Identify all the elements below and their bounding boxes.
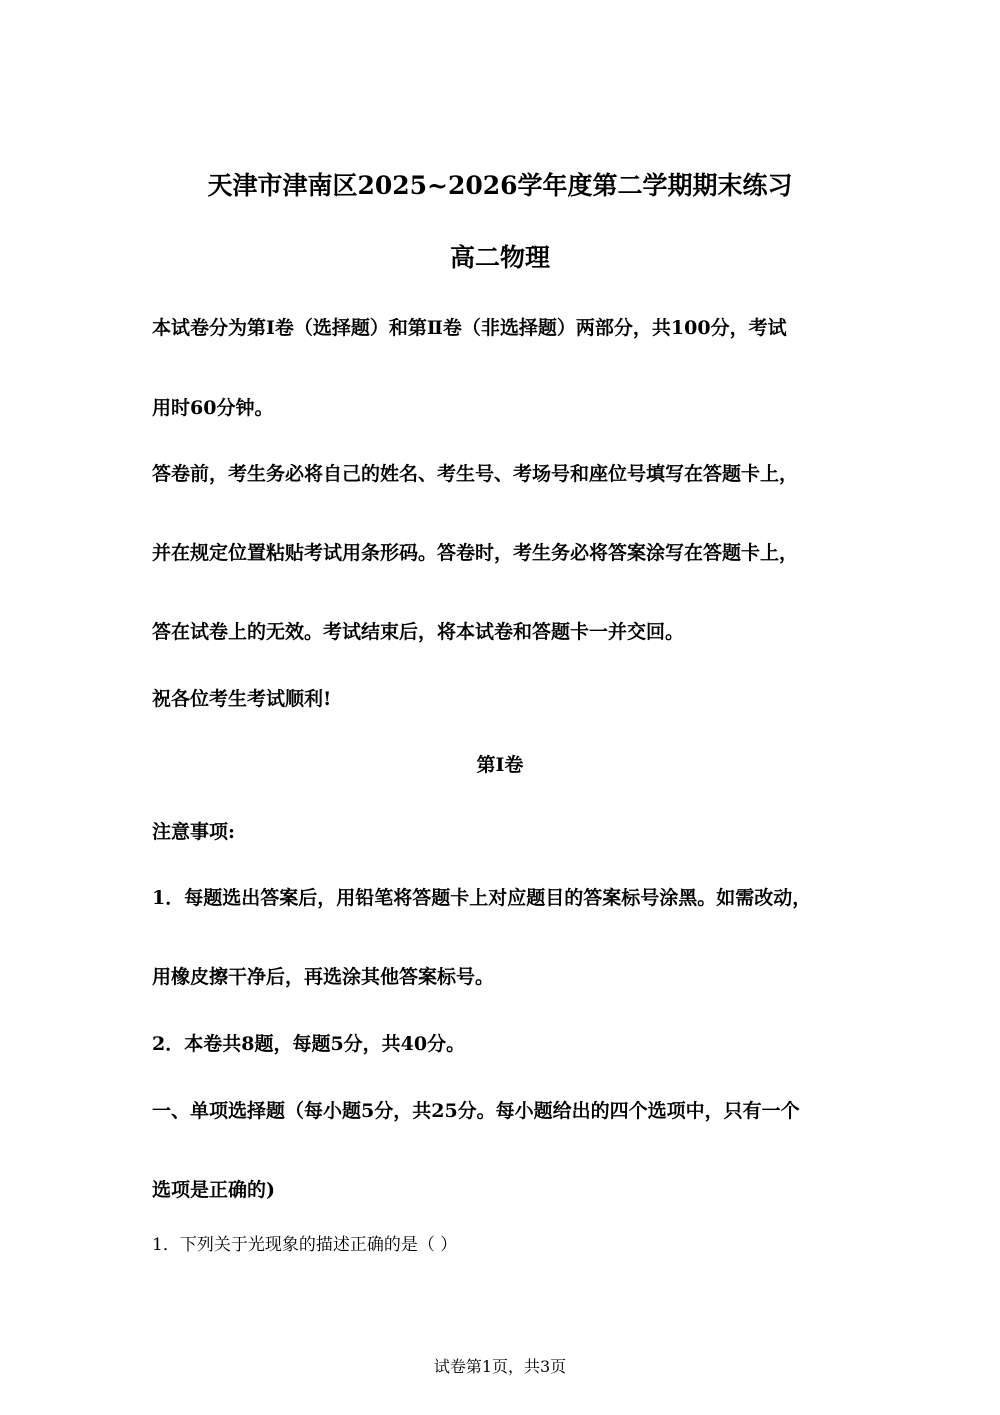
exam-title: 天津市津南区2025~2026学年度第二学期期末练习	[207, 171, 793, 200]
question-1: 1．下列关于光现象的描述正确的是（ ）	[152, 1235, 458, 1255]
note-line-1: 1．每题选出答案后，用铅笔将答题卡上对应题目的答案标号涂黑。如需改动，	[152, 887, 812, 909]
subject-title: 高二物理	[449, 243, 550, 272]
part-title-line-2: 选项是正确的)	[152, 1179, 275, 1201]
note-line-3: 2．本卷共8题，每题5分，共40分。	[152, 1033, 466, 1055]
note-line-2: 用橡皮擦干净后，再选涂其他答案标号。	[152, 966, 495, 988]
page-footer: 试卷第1页，共3页	[433, 1357, 567, 1376]
part-title-line-1: 一、单项选择题（每小题5分，共25分。每小题给出的四个选项中，只有一个	[152, 1100, 800, 1122]
good-luck-line: 祝各位考生考试顺利!	[152, 688, 332, 710]
intro-line-2: 用时60分钟。	[152, 397, 274, 419]
intro-line-1: 本试卷分为第Ⅰ卷（选择题）和第Ⅱ卷（非选择题）两部分，共100分，考试	[152, 317, 787, 339]
instructions-line-1: 答卷前，考生务必将自己的姓名、考生号、考场号和座位号填写在答题卡上，	[152, 463, 799, 485]
notice-label: 注意事项:	[152, 821, 236, 843]
section-heading: 第Ⅰ卷	[476, 754, 524, 776]
instructions-line-3: 答在试卷上的无效。考试结束后，将本试卷和答题卡一并交回。	[152, 621, 685, 643]
instructions-line-2: 并在规定位置粘贴考试用条形码。答卷时，考生务必将答案涂写在答题卡上，	[152, 542, 799, 564]
